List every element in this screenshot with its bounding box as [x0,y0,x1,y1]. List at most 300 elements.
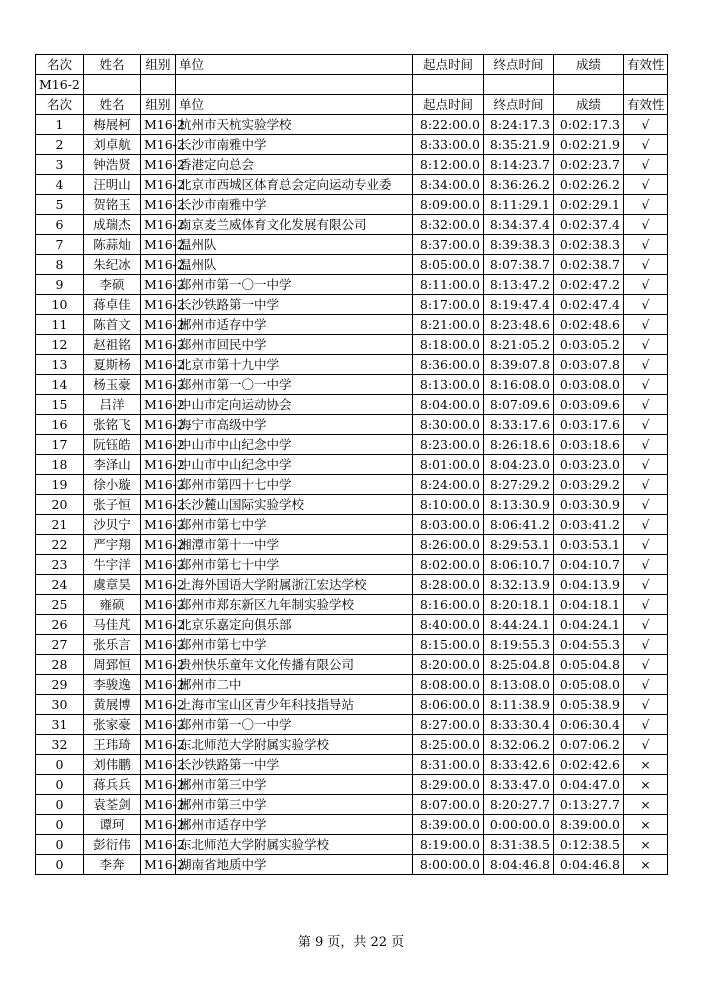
cell-finish: 8:19:55.3 [484,635,554,655]
cell-unit: 郑州市第四十七中学 [176,475,413,495]
cell-valid: √ [624,595,668,615]
cell-start: 8:17:00.0 [413,295,484,315]
cell-valid: √ [624,475,668,495]
cell-finish: 8:19:47.4 [484,295,554,315]
cell-result: 0:07:06.2 [554,735,624,755]
cell-finish: 8:33:42.6 [484,755,554,775]
cell-result: 0:02:38.7 [554,255,624,275]
cell-unit: 郴州市二中 [176,675,413,695]
cell-result: 0:03:18.6 [554,435,624,455]
cell-unit: 南京麦兰威体育文化发展有限公司 [176,215,413,235]
cell-valid: × [624,755,668,775]
cell-rank: 11 [36,315,84,335]
cell-rank: 23 [36,555,84,575]
cell-group: M16-2 [141,735,176,755]
cell-rank: 5 [36,195,84,215]
cell-valid: √ [624,395,668,415]
cell-unit: 中山市定向运动协会 [176,395,413,415]
cell-name: 陈首文 [84,315,141,335]
cell-finish: 8:31:38.5 [484,835,554,855]
cell-name: 李骏逸 [84,675,141,695]
cell-rank: 12 [36,335,84,355]
cell-result: 0:05:08.0 [554,675,624,695]
cell-unit: 郑州市第七十中学 [176,555,413,575]
cell-finish: 8:36:26.2 [484,175,554,195]
cell-start: 8:33:00.0 [413,135,484,155]
cell-valid: √ [624,215,668,235]
cell-finish: 8:07:09.6 [484,395,554,415]
cell-valid: √ [624,295,668,315]
cell-start: 8:22:00.0 [413,115,484,135]
cell-finish: 0:00:00.0 [484,815,554,835]
cell-unit: 郑州市第一〇一中学 [176,275,413,295]
cell-rank: 0 [36,755,84,775]
cell-finish: 8:07:38.7 [484,255,554,275]
cell-unit: 中山市中山纪念中学 [176,435,413,455]
cell-result: 0:03:07.8 [554,355,624,375]
table-row [36,375,668,395]
cell-valid: √ [624,435,668,455]
table-row [36,555,668,575]
cell-finish: 8:35:21.9 [484,135,554,155]
cell-start: 8:08:00.0 [413,675,484,695]
cell-start: 8:27:00.0 [413,715,484,735]
cell-unit: 温州队 [176,255,413,275]
cell-rank: 19 [36,475,84,495]
cell-unit: 郑州市第一〇一中学 [176,715,413,735]
cell-valid: × [624,855,668,875]
header-group: 组别 [141,95,176,115]
cell-start: 8:37:00.0 [413,235,484,255]
cell-name: 严宇翔 [84,535,141,555]
cell-result: 0:04:55.3 [554,635,624,655]
cell-start: 8:36:00.0 [413,355,484,375]
cell-rank: 24 [36,575,84,595]
table-row [36,815,668,835]
cell-result: 0:03:30.9 [554,495,624,515]
cell-finish: 8:06:41.2 [484,515,554,535]
cell-valid: √ [624,495,668,515]
table-row [36,215,668,235]
cell-group: M16-2 [141,315,176,335]
cell-unit: 贵州快乐童年文化传播有限公司 [176,655,413,675]
cell-unit: 长沙市南雅中学 [176,195,413,215]
header-finish: 终点时间 [484,95,554,115]
cell-group: M16-2 [141,595,176,615]
cell-name: 李奔 [84,855,141,875]
table-row [36,115,668,135]
header-name: 姓名 [84,95,141,115]
table-row [36,415,668,435]
cell-unit: 香港定向总会 [176,155,413,175]
cell-result: 0:03:09.6 [554,395,624,415]
header-result: 成绩 [554,95,624,115]
cell-valid: × [624,795,668,815]
cell-valid: √ [624,275,668,295]
cell-group: M16-2 [141,475,176,495]
cell-valid: √ [624,515,668,535]
cell-name: 张子恒 [84,495,141,515]
header-start: 起点时间 [413,95,484,115]
cell-valid: √ [624,615,668,635]
cell-start: 8:05:00.0 [413,255,484,275]
cell-group: M16-2 [141,215,176,235]
table-row [36,615,668,635]
table-row [36,435,668,455]
cell-result: 8:39:00.0 [554,815,624,835]
cell-unit: 上海外国语大学附属浙江宏达学校 [176,575,413,595]
cell-valid: √ [624,355,668,375]
cell-finish: 8:29:53.1 [484,535,554,555]
cell-start: 8:07:00.0 [413,795,484,815]
table-row [36,315,668,335]
cell-finish: 8:33:47.0 [484,775,554,795]
cell-group: M16-2 [141,615,176,635]
cell-group: M16-2 [141,115,176,135]
table-row [36,835,668,855]
cell-finish: 8:33:17.6 [484,415,554,435]
cell-valid: × [624,815,668,835]
cell-start: 8:23:00.0 [413,435,484,455]
cell-start: 8:28:00.0 [413,575,484,595]
cell-valid: √ [624,715,668,735]
cell-group: M16-2 [141,235,176,255]
table-row [36,335,668,355]
cell-group: M16-2 [141,295,176,315]
cell-valid: √ [624,335,668,355]
cell-group: M16-2 [141,515,176,535]
cell-name: 徐小璇 [84,475,141,495]
cell-result: 0:04:10.7 [554,555,624,575]
cell-unit: 湖南省地质中学 [176,855,413,875]
header-rank: 名次 [36,55,84,75]
cell-rank: 14 [36,375,84,395]
cell-rank: 21 [36,515,84,535]
cell-name: 朱纪冰 [84,255,141,275]
cell-rank: 1 [36,115,84,135]
cell-name: 吕洋 [84,395,141,415]
top-header-row [36,55,668,75]
cell-start: 8:24:00.0 [413,475,484,495]
header-result: 成绩 [554,55,624,75]
cell-result: 0:02:37.4 [554,215,624,235]
cell-start: 8:26:00.0 [413,535,484,555]
cell-result: 0:02:42.6 [554,755,624,775]
cell-name: 刘伟鹏 [84,755,141,775]
cell-start: 8:15:00.0 [413,635,484,655]
table-row [36,175,668,195]
cell-group: M16-2 [141,275,176,295]
cell-rank: 10 [36,295,84,315]
cell-group: M16-2 [141,575,176,595]
cell-unit: 郑州市回民中学 [176,335,413,355]
cell-rank: 31 [36,715,84,735]
cell-unit: 中山市中山纪念中学 [176,455,413,475]
cell-unit: 郴州市第三中学 [176,775,413,795]
cell-valid: √ [624,155,668,175]
cell-finish: 8:13:08.0 [484,675,554,695]
cell-result: 0:02:47.4 [554,295,624,315]
cell-rank: 22 [36,535,84,555]
cell-result: 0:02:26.2 [554,175,624,195]
cell-finish: 8:23:48.6 [484,315,554,335]
cell-result: 0:03:08.0 [554,375,624,395]
cell-finish: 8:11:29.1 [484,195,554,215]
cell-rank: 25 [36,595,84,615]
table-row [36,635,668,655]
cell-rank: 13 [36,355,84,375]
cell-unit: 郴州市第三中学 [176,795,413,815]
cell-result: 0:04:18.1 [554,595,624,615]
cell-unit: 长沙铁路第一中学 [176,755,413,775]
cell-group: M16-2 [141,395,176,415]
cell-start: 8:10:00.0 [413,495,484,515]
cell-valid: √ [624,635,668,655]
cell-group: M16-2 [141,795,176,815]
cell-result: 0:02:38.3 [554,235,624,255]
header-unit: 单位 [176,95,413,115]
cell-group: M16-2 [141,715,176,735]
header-valid: 有效性 [624,95,668,115]
results-table [35,54,668,875]
cell-group: M16-2 [141,815,176,835]
cell-result: 0:03:53.1 [554,535,624,555]
cell-group: M16-2 [141,775,176,795]
cell-valid: √ [624,375,668,395]
cell-finish: 8:13:30.9 [484,495,554,515]
table-row [36,395,668,415]
table-row [36,795,668,815]
cell-name: 谭珂 [84,815,141,835]
page-footer [0,931,702,950]
cell-finish: 8:04:23.0 [484,455,554,475]
cell-valid: √ [624,555,668,575]
cell-unit: 长沙铁路第一中学 [176,295,413,315]
cell-name: 陈蒜灿 [84,235,141,255]
cell-rank: 29 [36,675,84,695]
table-row [36,655,668,675]
cell-valid: √ [624,415,668,435]
cell-rank: 32 [36,735,84,755]
cell-unit: 上海市宝山区青少年科技指导站 [176,695,413,715]
cell-unit: 东北师范大学附属实验学校 [176,835,413,855]
cell-result: 0:06:30.4 [554,715,624,735]
cell-finish: 8:27:29.2 [484,475,554,495]
header-name: 姓名 [84,55,141,75]
table-row [36,235,668,255]
cell-group: M16-2 [141,135,176,155]
cell-name: 袁荃剑 [84,795,141,815]
cell-finish: 8:20:18.1 [484,595,554,615]
table-row [36,495,668,515]
cell-finish: 8:26:18.6 [484,435,554,455]
cell-finish: 8:04:46.8 [484,855,554,875]
cell-group: M16-2 [141,355,176,375]
cell-start: 8:30:00.0 [413,415,484,435]
cell-unit: 湘潭市第十一中学 [176,535,413,555]
cell-start: 8:16:00.0 [413,595,484,615]
cell-result: 0:04:46.8 [554,855,624,875]
cell-start: 8:06:00.0 [413,695,484,715]
table-row [36,675,668,695]
cell-finish: 8:16:08.0 [484,375,554,395]
table-row [36,275,668,295]
cell-name: 雍硕 [84,595,141,615]
cell-name: 李泽山 [84,455,141,475]
cell-name: 张乐言 [84,635,141,655]
cell-rank: 6 [36,215,84,235]
cell-rank: 0 [36,815,84,835]
cell-name: 张家豪 [84,715,141,735]
cell-rank: 0 [36,855,84,875]
cell-rank: 15 [36,395,84,415]
group-header-row [36,95,668,115]
cell-group: M16-2 [141,255,176,275]
cell-name: 蒋卓佳 [84,295,141,315]
cell-name: 杨玉豪 [84,375,141,395]
table-row [36,755,668,775]
cell-valid: √ [624,535,668,555]
cell-rank: 8 [36,255,84,275]
cell-unit: 郑州市第一〇一中学 [176,375,413,395]
cell-rank: 16 [36,415,84,435]
cell-group: M16-2 [141,335,176,355]
table-row [36,355,668,375]
cell-rank: 18 [36,455,84,475]
table-row [36,195,668,215]
cell-name: 赵祖铭 [84,335,141,355]
header-start: 起点时间 [413,55,484,75]
cell-rank: 30 [36,695,84,715]
cell-result: 0:02:21.9 [554,135,624,155]
cell-group: M16-2 [141,655,176,675]
cell-finish: 8:32:06.2 [484,735,554,755]
cell-finish: 8:25:04.8 [484,655,554,675]
cell-finish: 8:24:17.3 [484,115,554,135]
cell-result: 0:02:23.7 [554,155,624,175]
cell-name: 沙贝宁 [84,515,141,535]
cell-name: 贺铭玉 [84,195,141,215]
group-row [36,75,668,95]
table-row [36,855,668,875]
cell-name: 张铭飞 [84,415,141,435]
cell-result: 0:05:04.8 [554,655,624,675]
cell-name: 马佳芃 [84,615,141,635]
cell-result: 0:02:29.1 [554,195,624,215]
header-valid: 有效性 [624,55,668,75]
cell-name: 汪明山 [84,175,141,195]
cell-result: 0:03:29.2 [554,475,624,495]
table-row [36,535,668,555]
cell-start: 8:21:00.0 [413,315,484,335]
cell-start: 8:12:00.0 [413,155,484,175]
table-row [36,735,668,755]
cell-name: 蒋兵兵 [84,775,141,795]
cell-start: 8:13:00.0 [413,375,484,395]
cell-start: 8:01:00.0 [413,455,484,475]
table-row [36,595,668,615]
cell-unit: 东北师范大学附属实验学校 [176,735,413,755]
cell-name: 虞章昊 [84,575,141,595]
cell-start: 8:29:00.0 [413,775,484,795]
cell-group: M16-2 [141,195,176,215]
table-row [36,155,668,175]
cell-name: 王玮琦 [84,735,141,755]
cell-finish: 8:13:47.2 [484,275,554,295]
cell-finish: 8:39:38.3 [484,235,554,255]
cell-group: M16-2 [141,495,176,515]
cell-group: M16-2 [141,415,176,435]
cell-result: 0:13:27.7 [554,795,624,815]
cell-unit: 郑州市郑东新区九年制实验学校 [176,595,413,615]
cell-finish: 8:39:07.8 [484,355,554,375]
cell-rank: 2 [36,135,84,155]
cell-group: M16-2 [141,435,176,455]
cell-start: 8:09:00.0 [413,195,484,215]
cell-result: 0:02:17.3 [554,115,624,135]
cell-valid: √ [624,255,668,275]
cell-start: 8:39:00.0 [413,815,484,835]
cell-name: 牛宇洋 [84,555,141,575]
cell-finish: 8:32:13.9 [484,575,554,595]
cell-valid: √ [624,135,668,155]
cell-unit: 北京市西城区体育总会定向运动专业委 [176,175,413,195]
cell-result: 0:05:38.9 [554,695,624,715]
cell-unit: 长沙麓山国际实验学校 [176,495,413,515]
cell-start: 8:32:00.0 [413,215,484,235]
cell-rank: 26 [36,615,84,635]
cell-name: 周郅恒 [84,655,141,675]
table-row [36,135,668,155]
cell-name: 刘卓航 [84,135,141,155]
header-finish: 终点时间 [484,55,554,75]
table-row [36,295,668,315]
cell-group: M16-2 [141,555,176,575]
cell-result: 0:04:24.1 [554,615,624,635]
cell-result: 0:12:38.5 [554,835,624,855]
cell-result: 0:03:41.2 [554,515,624,535]
table-row [36,575,668,595]
cell-start: 8:31:00.0 [413,755,484,775]
cell-group: M16-2 [141,675,176,695]
cell-finish: 8:21:05.2 [484,335,554,355]
table-row [36,715,668,735]
cell-start: 8:11:00.0 [413,275,484,295]
cell-valid: √ [624,655,668,675]
cell-unit: 温州队 [176,235,413,255]
cell-group: M16-2 [141,755,176,775]
cell-group: M16-2 [141,375,176,395]
table-row [36,255,668,275]
cell-unit: 杭州市天杭实验学校 [176,115,413,135]
cell-name: 钟浩贤 [84,155,141,175]
cell-rank: 28 [36,655,84,675]
cell-finish: 8:44:24.1 [484,615,554,635]
header-rank: 名次 [36,95,84,115]
cell-rank: 4 [36,175,84,195]
cell-name: 夏斯杨 [84,355,141,375]
cell-group: M16-2 [141,175,176,195]
cell-group: M16-2 [141,855,176,875]
cell-finish: 8:34:37.4 [484,215,554,235]
cell-valid: √ [624,195,668,215]
table-row [36,775,668,795]
group-label: M16-2 [36,75,84,95]
cell-valid: √ [624,695,668,715]
cell-name: 彭衍伟 [84,835,141,855]
cell-valid: √ [624,675,668,695]
table-row [36,695,668,715]
